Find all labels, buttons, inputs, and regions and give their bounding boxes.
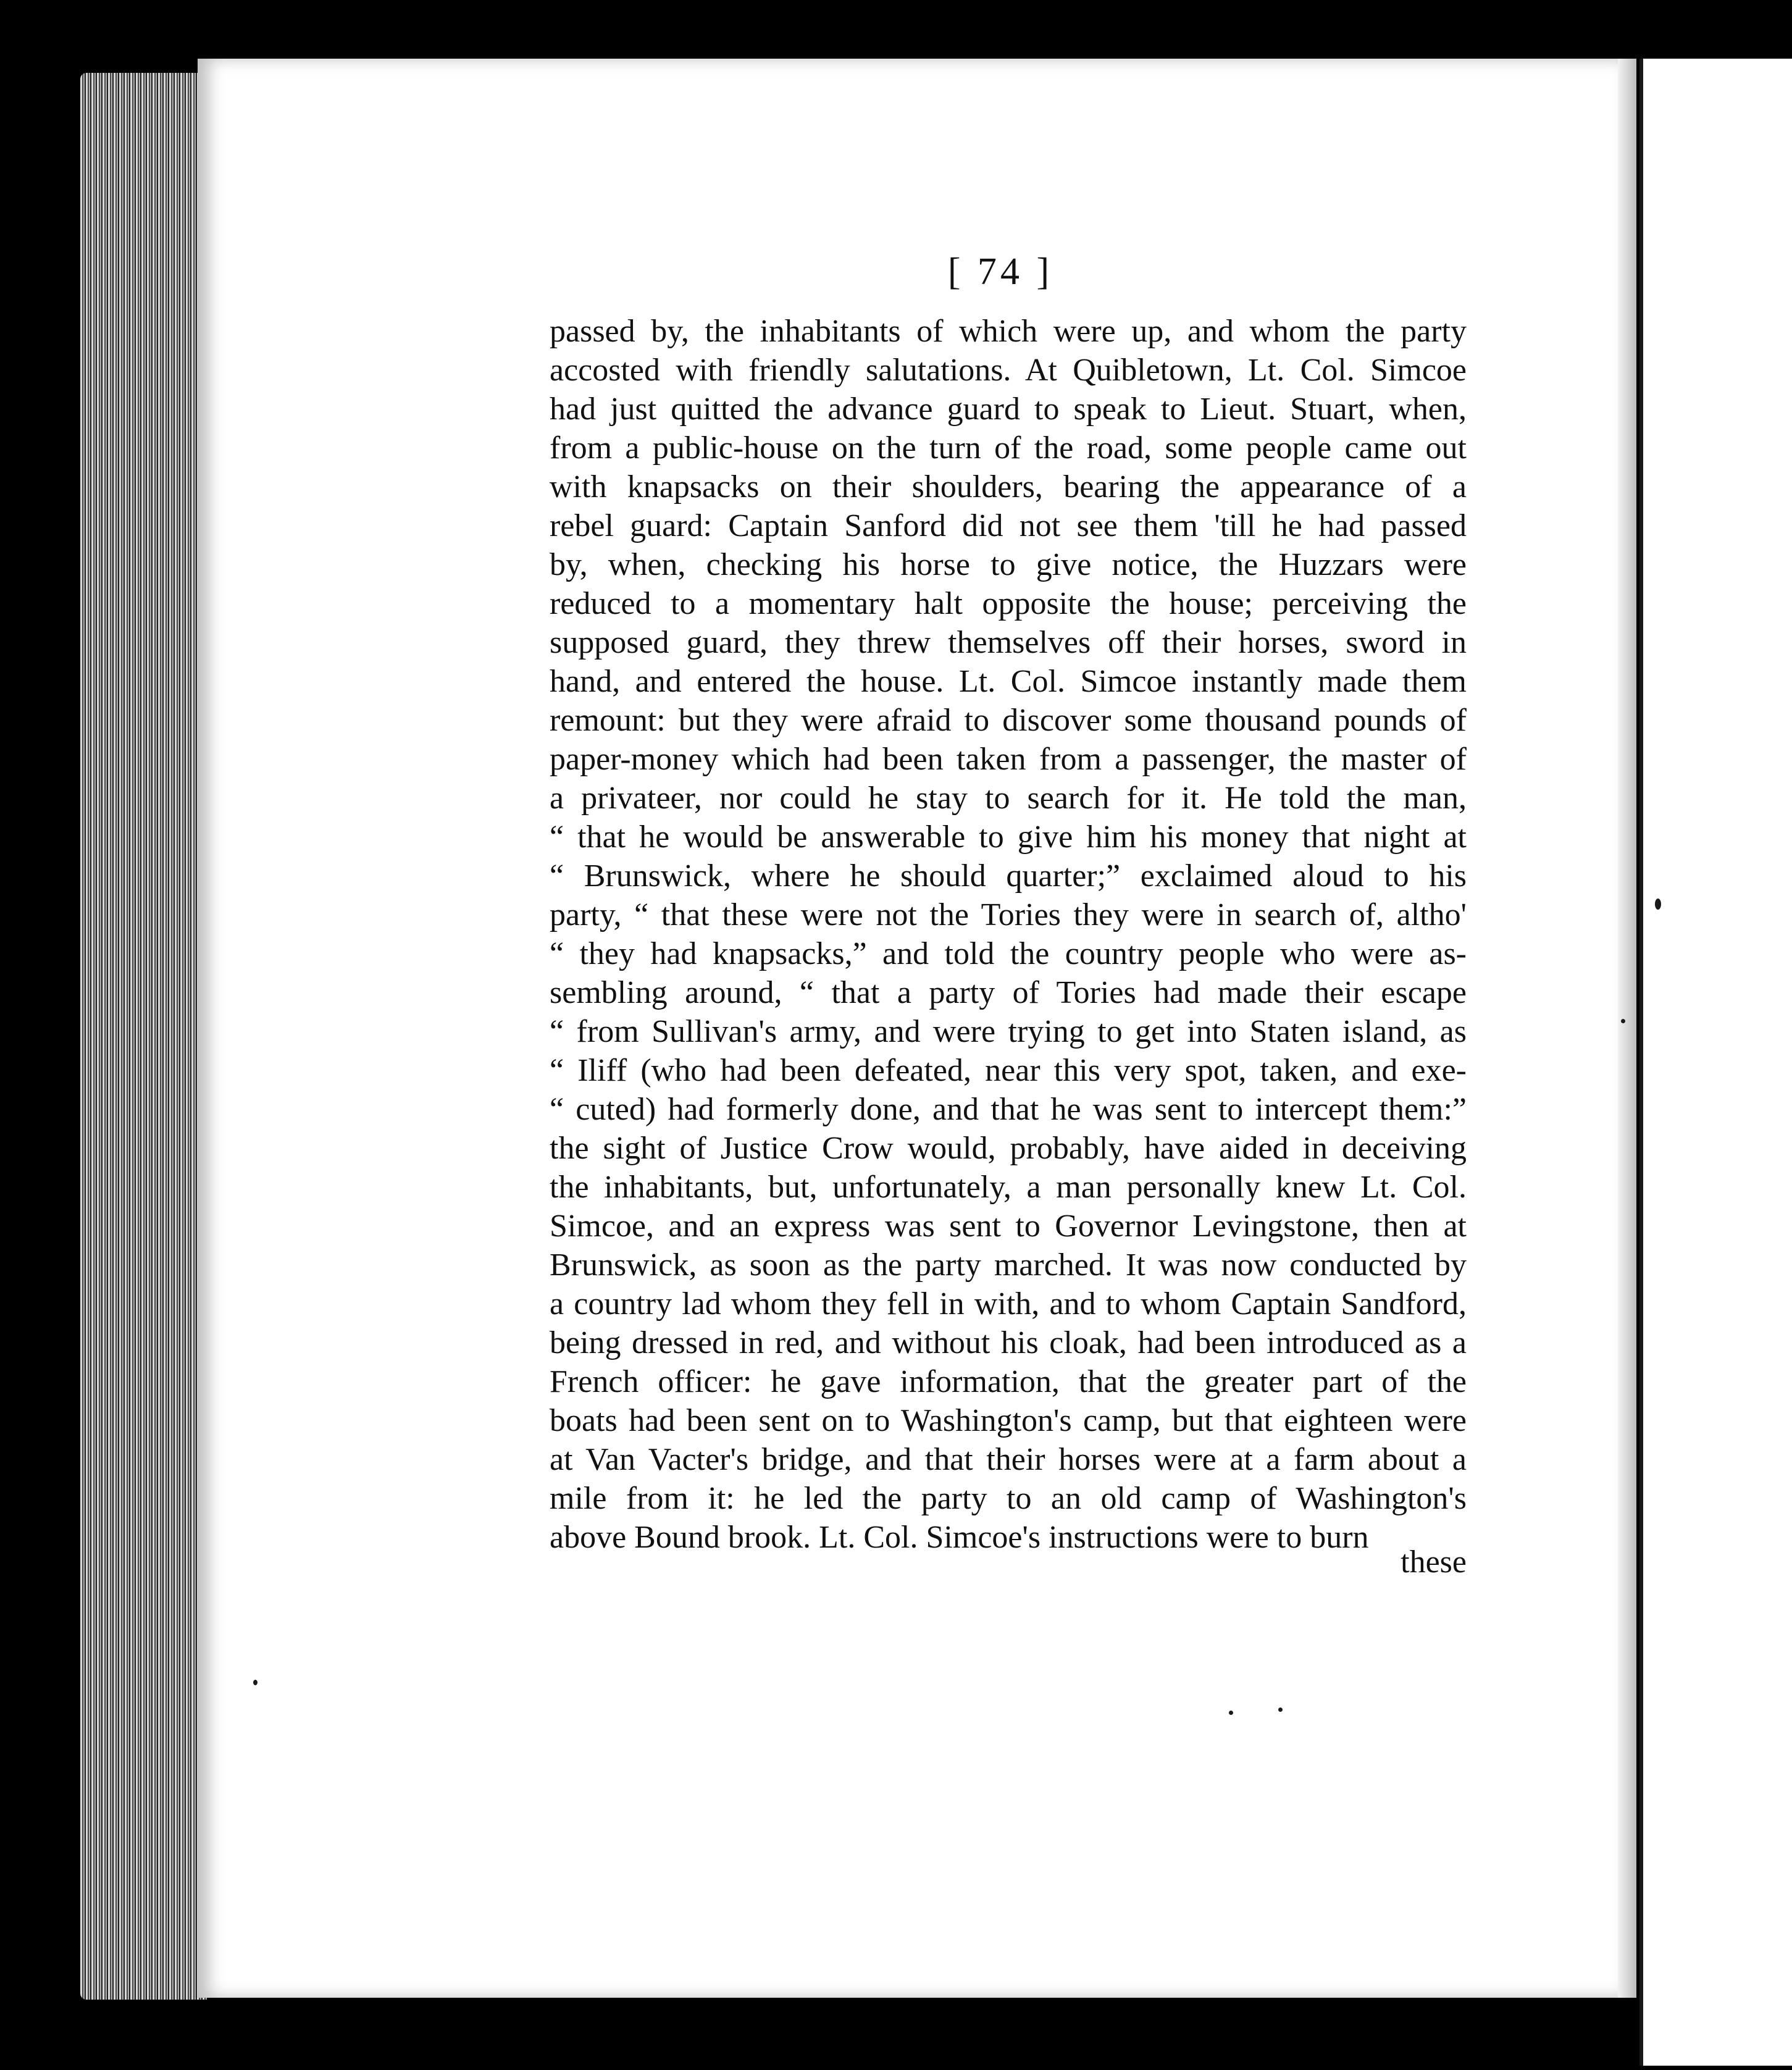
facing-page-edge: [1639, 59, 1792, 2066]
text-line: rebel guard: Captain Sanford did not see them 'till he had passed: [550, 508, 1467, 543]
text-line: “ Brunswick, where he should quarter;” exclaimed aloud to his: [550, 858, 1467, 894]
text-line: had just quitted the advance guard to speak to Lieut. Stuart, when,: [550, 392, 1467, 427]
text-line: a country lad whom they fell in with, and to whom Captain Sandford,: [550, 1286, 1467, 1322]
body-text: [550, 312, 1467, 1557]
text-line: with knapsacks on their shoulders, bearing the appearance of a: [550, 469, 1467, 505]
text-line: from a public-house on the turn of the road, some people came out: [550, 430, 1467, 466]
text-line: by, when, checking his horse to give notice, the Huzzars were: [550, 547, 1467, 582]
page-number: [ 74 ]: [947, 251, 1053, 293]
text-line: supposed guard, they threw themselves off their horses, sword in: [550, 625, 1467, 660]
text-line: sembling around, “ that a party of Tories had made their escape: [550, 975, 1467, 1010]
ink-speck: [1229, 1711, 1233, 1715]
text-line: mile from it: he led the party to an old camp of Washington's: [550, 1481, 1467, 1516]
text-line: above Bound brook. Lt. Col. Simcoe's instructions were to burn: [550, 1520, 1369, 1555]
text-line: “ they had knapsacks,” and told the country people who were as-: [550, 936, 1467, 971]
ink-speck: [1655, 899, 1661, 910]
text-line: remount: but they were afraid to discover some thousand pounds of: [550, 703, 1467, 738]
text-line: reduced to a momentary halt opposite the house; perceiving the: [550, 586, 1467, 621]
text-line: accosted with friendly salutations. At Quibletown, Lt. Col. Simcoe: [550, 353, 1467, 388]
ink-speck: [1278, 1708, 1283, 1712]
text-line: “ Iliff (who had been defeated, near this very spot, taken, and exe-: [550, 1053, 1467, 1088]
ink-speck: [1621, 1019, 1625, 1023]
text-line: passed by, the inhabitants of which were up, and whom the party: [550, 314, 1467, 349]
text-line: “ cuted) had formerly done, and that he was sent to intercept them:”: [550, 1092, 1467, 1127]
text-line: “ from Sullivan's army, and were trying to get into Staten island, as: [550, 1014, 1467, 1049]
catchword: these: [1401, 1544, 1467, 1580]
text-line: “ that he would be answerable to give him his money that night at: [550, 819, 1467, 855]
text-line: French officer: he gave information, that the greater part of the: [550, 1364, 1467, 1399]
book-fore-edge: [80, 73, 207, 2000]
ink-speck: [253, 1680, 257, 1685]
text-line: hand, and entered the house. Lt. Col. Simcoe instantly made them: [550, 664, 1467, 699]
text-line: paper-money which had been taken from a passenger, the master of: [550, 742, 1467, 777]
text-line: a privateer, nor could he stay to search for it. He told the man,: [550, 781, 1467, 816]
text-line: Simcoe, and an express was sent to Governor Levingstone, then at: [550, 1209, 1467, 1244]
text-line: the inhabitants, but, unfortunately, a man personally knew Lt. Col.: [550, 1170, 1467, 1205]
text-line: at Van Vacter's bridge, and that their horses were at a farm about a: [550, 1442, 1467, 1477]
page-gutter-shadow: [1618, 59, 1636, 1998]
text-line: boats had been sent on to Washington's camp, but that eighteen were: [550, 1403, 1467, 1438]
text-line: the sight of Justice Crow would, probably, have aided in deceiving: [550, 1131, 1467, 1166]
text-line: party, “ that these were not the Tories they were in search of, altho': [550, 897, 1467, 932]
text-line: being dressed in red, and without his cloak, had been introduced as a: [550, 1325, 1467, 1360]
text-line: Brunswick, as soon as the party marched. It was now conducted by: [550, 1247, 1467, 1283]
